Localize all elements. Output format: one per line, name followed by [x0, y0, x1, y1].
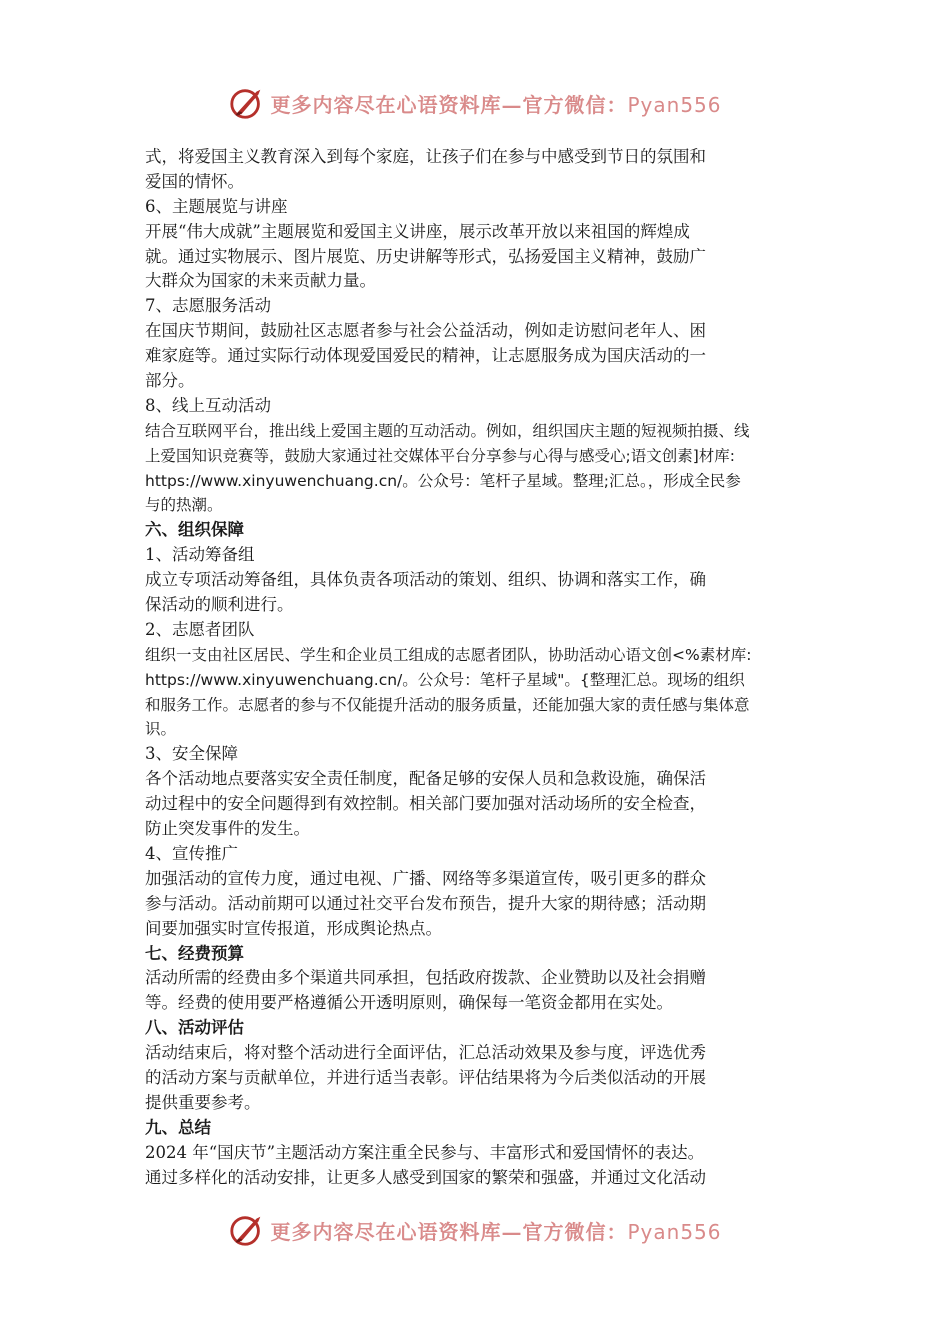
text-line: 加强活动的宣传力度，通过电视、广播、网络等多渠道宣传，吸引更多的群众: [145, 868, 706, 888]
section-heading: 九、总结: [145, 1117, 211, 1137]
text-line: 就。通过实物展示、图片展览、历史讲解等形式，弘扬爱国主义精神，鼓励广: [145, 246, 706, 266]
text-line: 爱国的情怀。: [145, 171, 244, 191]
text-line: 难家庭等。通过实际行动体现爱国爱民的精神，让志愿服务成为国庆活动的一: [145, 346, 706, 366]
text-line: 7、志愿服务活动: [145, 296, 271, 316]
text-line: 间要加强实时宣传报道，形成舆论热点。: [145, 918, 442, 938]
banner-title: 更多内容尽在心语资料库—官方微信：Pyan556: [270, 92, 722, 117]
section-heading: 七、经费预算: [145, 943, 244, 963]
text-line: 与的热潮。: [145, 496, 223, 515]
header-banner: [0, 83, 950, 123]
text-line: 保活动的顺利进行。: [145, 595, 294, 615]
text-line: 的活动方案与贡献单位，并进行适当表彰。评估结果将为今后类似活动的开展: [145, 1067, 706, 1087]
text-line: 通过多样化的活动安排，让更多人感受到国家的繁荣和强盛，并通过文化活动: [145, 1167, 706, 1187]
text-line: https://www.xinyuwenchuang.cn/。公众号：笔杆子星域。整理;汇总。，形成全民参: [145, 471, 741, 490]
text-line: 3、安全保障: [145, 744, 238, 764]
text-line: 等。经费的使用要严格遵循公开透明原则，确保每一笔资金都用在实处。: [145, 993, 673, 1013]
section-heading: 六、组织保障: [145, 520, 244, 540]
text-line: 在国庆节期间，鼓励社区志愿者参与社会公益活动，例如走访慰问老年人、困: [145, 321, 706, 341]
text-line: 提供重要参考。: [145, 1092, 261, 1112]
brush-logo-icon: [228, 84, 266, 122]
text-line: https://www.xinyuwenchuang.cn/。公众号：笔杆子星域"。{整理汇总。现场的组织: [145, 670, 745, 689]
text-line: 大群众为国家的未来贡献力量。: [145, 271, 376, 291]
text-line: 识。: [145, 720, 177, 739]
text-line: 组织一支由社区居民、学生和企业员工组成的志愿者团队，协助活动心语文创<%素材库:: [145, 645, 752, 664]
text-line: 防止突发事件的发生。: [145, 819, 310, 839]
text-line: 结合互联网平台，推出线上爱国主题的互动活动。例如，组织国庆主题的短视频拍摄、线: [145, 421, 750, 440]
footer-banner: [0, 1210, 950, 1250]
text-line: 成立专项活动筹备组，具体负责各项活动的策划、组织、协调和落实工作，确: [145, 570, 706, 590]
text-line: 开展“伟大成就”主题展览和爱国主义讲座，展示改革开放以来祖国的辉煌成: [145, 221, 690, 241]
document-body: [145, 145, 810, 1190]
text-line: 活动所需的经费由多个渠道共同承担，包括政府拨款、企业赞助以及社会捐赠: [145, 968, 706, 988]
text-line: 2024 年“国庆节”主题活动方案注重全民参与、丰富形式和爱国情怀的表达。: [145, 1142, 705, 1162]
text-line: 参与活动。活动前期可以通过社交平台发布预告，提升大家的期待感；活动期: [145, 893, 706, 913]
text-line: 6、主题展览与讲座: [145, 196, 288, 216]
text-line: 式，将爱国主义教育深入到每个家庭，让孩子们在参与中感受到节日的氛围和: [145, 147, 706, 166]
text-line: 1、活动筹备组: [145, 545, 255, 565]
text-line: 活动结束后，将对整个活动进行全面评估，汇总活动效果及参与度，评选优秀: [145, 1043, 706, 1063]
text-line: 和服务工作。志愿者的参与不仅能提升活动的服务质量，还能加强大家的责任感与集体意: [145, 695, 750, 714]
text-line: 部分。: [145, 371, 195, 391]
text-line: 动过程中的安全问题得到有效控制。相关部门要加强对活动场所的安全检查，: [145, 794, 706, 814]
section-heading: 八、活动评估: [145, 1018, 244, 1038]
text-line: 各个活动地点要落实安全责任制度，配备足够的安保人员和急救设施，确保活: [145, 769, 706, 789]
text-line: 8、线上互动活动: [145, 395, 271, 415]
text-line: 2、志愿者团队: [145, 619, 255, 639]
brush-logo-icon: [228, 1211, 266, 1249]
banner-title: 更多内容尽在心语资料库—官方微信：Pyan556: [270, 1219, 722, 1244]
text-line: 4、宣传推广: [145, 843, 238, 863]
text-line: 上爱国知识竞赛等，鼓励大家通过社交媒体平台分享参与心得与感受心;语文创素]材库:: [145, 446, 735, 465]
